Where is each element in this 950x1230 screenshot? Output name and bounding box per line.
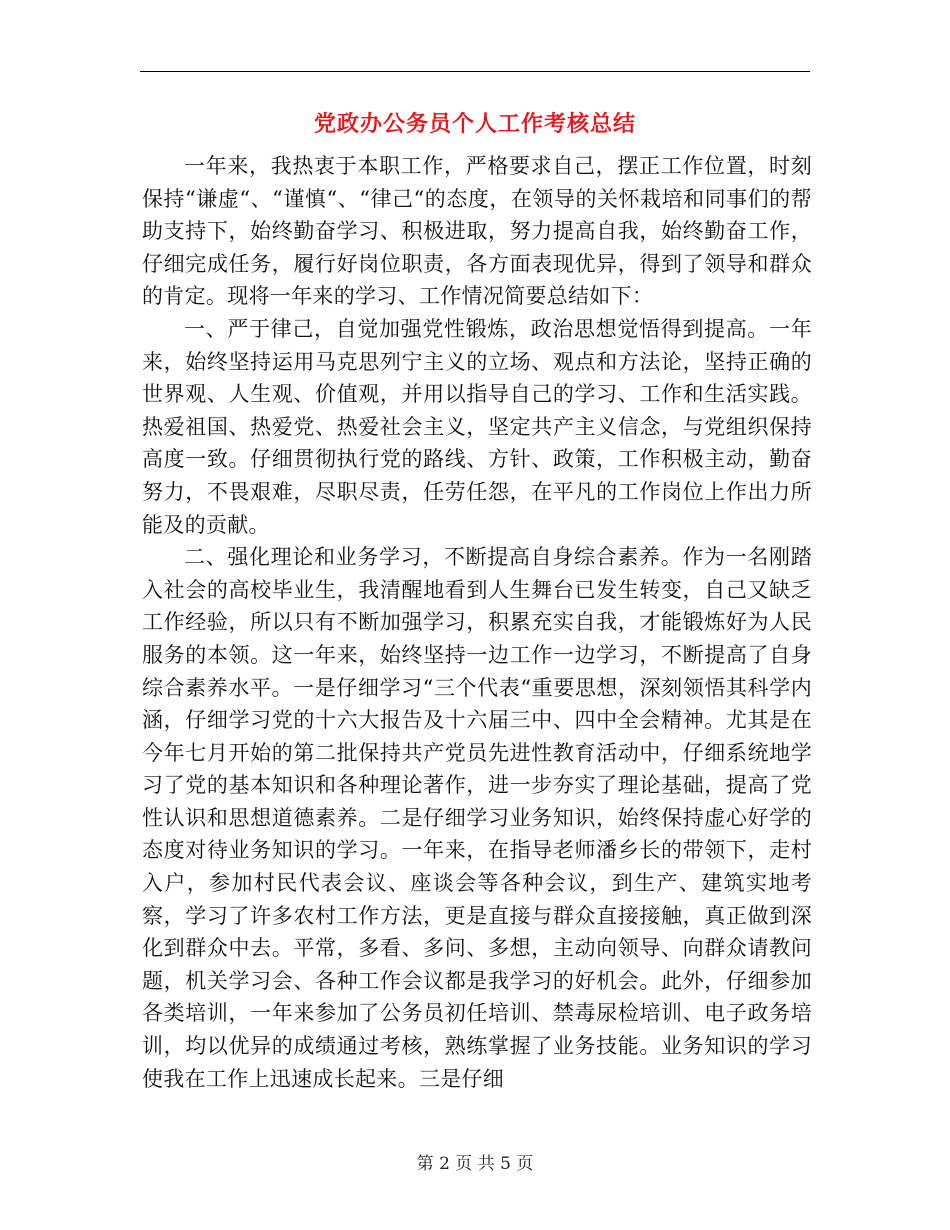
header-rule — [140, 71, 810, 72]
paragraph-section-1: 一、严于律己，自觉加强党性锻炼，政治思想觉悟得到提高。一年来，始终坚持运用马克思列宁主义的立场、观点和方法论，坚持正确的世界观、人生观、价值观，并用以指导自己的学习、工作和生活实践。热爱祖国、热爱党、热爱社会主义，坚定共产主义信念，与党组织保持高度一致。仔细贯彻执行党的路线、方针、政策，工作积极主动，勤奋努力，不畏艰难，尽职尽责，任劳任怨，在平凡的工作岗位上作出力所能及的贡献。 — [142, 316, 812, 537]
page-number-footer: 第 2 页 共 5 页 — [416, 1154, 534, 1174]
document-title: 党政办公务员个人工作考核总结 — [313, 111, 636, 137]
paragraph-section-2: 二、强化理论和业务学习，不断提高自身综合素养。作为一名刚踏入社会的高校毕业生，我清醒地看到人生舞台已发生转变，自己又缺乏工作经验，所以只有不断加强学习，积累充实自我，才能锻炼好为人民服务的本领。这一年来，始终坚持一边工作一边学习，不断提高了自身综合素养水平。一是仔细学习“三个代表“重要思想，深刻领悟其科学内涵，仔细学习党的十六大报告及十六届三中、四中全会精神。尤其是在今年七月开始的第二批保持共产党员先进性教育活动中，仔细系统地学习了党的基本知识和各种理论著作，进一步夯实了理论基础，提高了党性认识和思想道德素养。二是仔细学习业务知识，始终保持虚心好学的态度对待业务知识的学习。一年来，在指导老师潘乡长的带领下，走村入户，参加村民代表会议、座谈会等各种会议，到生产、建筑实地考察，学习了许多农村工作方法，更是直接与群众直接接触，真正做到深化到群众中去。平常，多看、多问、多想，主动向领导、向群众请教问题，机关学习会、各种工作会议都是我学习的好机会。此外，仔细参加各类培训，一年来参加了公务员初任培训、禁毒尿检培训、电子政务培训，均以优异的成绩通过考核，熟练掌握了业务技能。业务知识的学习使我在工作上迅速成长起来。三是仔细 — [142, 545, 812, 1091]
document-body — [142, 150, 812, 1095]
paragraph-intro: 一年来，我热衷于本职工作，严格要求自己，摆正工作位置，时刻保持“谦虚“、“谨慎“、“律己“的态度，在领导的关怀栽培和同事们的帮助支持下，始终勤奋学习、积极进取，努力提高自我，始终勤奋工作，仔细完成任务，履行好岗位职责，各方面表现优异，得到了领导和群众的肯定。现将一年来的学习、工作情况简要总结如下： — [142, 154, 812, 309]
